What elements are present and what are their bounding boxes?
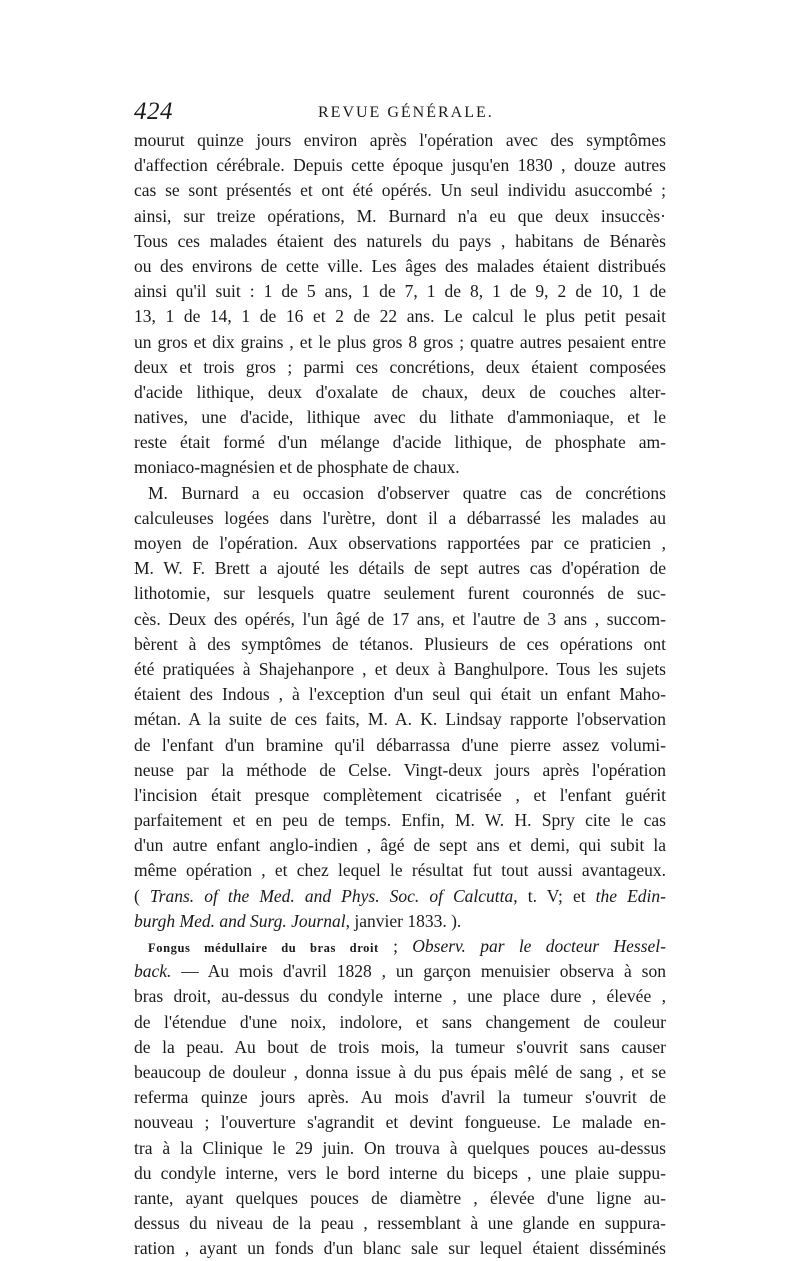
text-line: d'acide lithique, deux d'oxalate de chaux, deux de couches alter-	[134, 381, 666, 402]
text-line: tra à la Clinique le 29 juin. On trouva à quelques pouces au-dessus	[134, 1137, 666, 1158]
text-line: reste était formé d'un mélange d'acide lithique, de phosphate am-	[134, 432, 666, 453]
text-line: neuse par la méthode de Celse. Vingt-deux jours après l'opération	[134, 759, 666, 780]
text-line: bèrent à des symptômes de tétanos. Plusieurs de ces opérations ont	[134, 633, 666, 654]
page-header	[134, 98, 664, 128]
page-number: 424	[134, 98, 173, 125]
text-line: ration , ayant un fonds d'un blanc sale sur lequel étaient disséminés	[134, 1238, 666, 1259]
section-line-2: back. — Au mois d'avril 1828 , un garçon menuisier observa à son	[134, 961, 666, 982]
text-line: deux et trois gros ; parmi ces concrétions, deux étaient composées	[134, 356, 666, 377]
text-line: beaucoup de douleur , donna issue à du pus épais mêlé de sang , et se	[134, 1061, 666, 1082]
section-source: Observ. par le docteur Hessel-	[412, 936, 666, 956]
text-line: même opération , et chez lequel le résultat fut tout aussi avantageux.	[134, 860, 666, 881]
text-line: étaient des Indous , à l'exception d'un seul qui était un enfant Maho-	[134, 684, 666, 705]
text-line: mourut quinze jours environ après l'opération avec des symptômes	[134, 130, 666, 150]
text-line: cas se sont présentés et ont été opérés. Un seul individu asuccombé ;	[134, 180, 666, 201]
text-line: ainsi qu'il suit : 1 de 5 ans, 1 de 7, 1 de 8, 1 de 9, 2 de 10, 1 de	[134, 281, 666, 302]
text-line: parfaitement et en peu de temps. Enfin, M. W. H. Spry cite le cas	[134, 810, 666, 831]
text-line: métan. A la suite de ces faits, M. A. K. Lindsay rapporte l'observation	[134, 709, 666, 730]
text-line: cès. Deux des opérés, l'un âgé de 17 ans, et l'autre de 3 ans , succom-	[134, 608, 666, 629]
text-line: Tous ces malades étaient des naturels du pays , habitans de Bénarès	[134, 230, 666, 251]
citation-line-1: ( Trans. of the Med. and Phys. Soc. of Calcutta, t. V; et the Edin-	[134, 885, 666, 906]
text-line: lithotomie, sur lesquels quatre seulement furent couronnés de suc-	[134, 583, 666, 604]
text-line: rante, ayant quelques pouces de diamètre , élevée d'une ligne au-	[134, 1187, 666, 1208]
text-line: ainsi, sur treize opérations, M. Burnard n'a eu que deux insuccès·	[134, 205, 666, 226]
text-line: nouveau ; l'ouverture s'agrandit et devint fongueuse. Le malade en-	[134, 1112, 666, 1133]
text-line: d'affection cérébrale. Depuis cette époque jusqu'en 1830 , douze autres	[134, 155, 666, 176]
section-heading: Fongus médullaire du bras droit	[148, 941, 379, 955]
text-line: M. Burnard a eu occasion d'observer quatre cas de concrétions	[148, 482, 666, 503]
citation-line-2: burgh Med. and Surg. Journal, janvier 1833. ).	[134, 910, 462, 931]
text-line: M. W. F. Brett a ajouté les détails de sept autres cas d'opération de	[134, 558, 666, 579]
text-line: natives, une d'acide, lithique avec du lithate d'ammoniaque, et le	[134, 407, 666, 428]
text-line: ou des environs de cette ville. Les âges des malades étaient distribués	[134, 255, 666, 276]
citation-journal-calcutta: Trans. of the Med. and Phys. Soc. of Calcutta	[149, 885, 514, 906]
text-line: du condyle interne, vers le bord interne du biceps , une plaie suppu-	[134, 1162, 666, 1183]
text-line: 13, 1 de 14, 1 de 16 et 2 de 22 ans. Le calcul le plus petit pesait	[134, 306, 666, 327]
text-line: d'un autre enfant anglo-indien , âgé de sept ans et demi, qui subit la	[134, 835, 666, 856]
section-heading-line: Fongus médullaire du bras droit ; Observ. par le docteur Hessel-	[148, 936, 666, 956]
section-source-end: back.	[134, 961, 172, 982]
text-line: de l'enfant d'un bramine qu'il débarrassa d'une pierre assez volumi-	[134, 734, 666, 755]
text-line: de l'étendue d'une noix, indolore, et sans changement de couleur	[134, 1011, 666, 1032]
text-line: bras droit, au-dessus du condyle interne , une place dure , élevée ,	[134, 986, 666, 1007]
body-text	[134, 128, 666, 1261]
citation-journal-edinburgh-part1: the Edin-	[595, 885, 666, 906]
text-line: un gros et dix grains , et le plus gros 8 gros ; quatre autres pesaient entre	[134, 331, 666, 352]
text-line: calculeuses logées dans l'urètre, dont il a débarrassé les malades au	[134, 507, 666, 528]
text-line: dessus du niveau de la peau , ressemblant à une glande en suppura-	[134, 1213, 666, 1234]
text-line: referma quinze jours après. Au mois d'avril la tumeur s'ouvrit de	[134, 1087, 666, 1108]
text-line: l'incision était presque complètement cicatrisée , et l'enfant guérit	[134, 784, 666, 805]
text-line: moniaco-magnésien et de phosphate de chaux.	[134, 457, 460, 478]
text-line: été pratiquées à Shajehanpore , et deux à Banghulpore. Tous les sujets	[134, 658, 666, 679]
running-head: REVUE GÉNÉRALE.	[318, 104, 494, 121]
text-line: de la peau. Au bout de trois mois, la tumeur s'ouvrit sans causer	[134, 1036, 666, 1057]
text-line: moyen de l'opération. Aux observations rapportées par ce praticien ,	[134, 533, 666, 553]
citation-journal-edinburgh-part2: burgh Med. and Surg. Journal	[134, 910, 346, 931]
